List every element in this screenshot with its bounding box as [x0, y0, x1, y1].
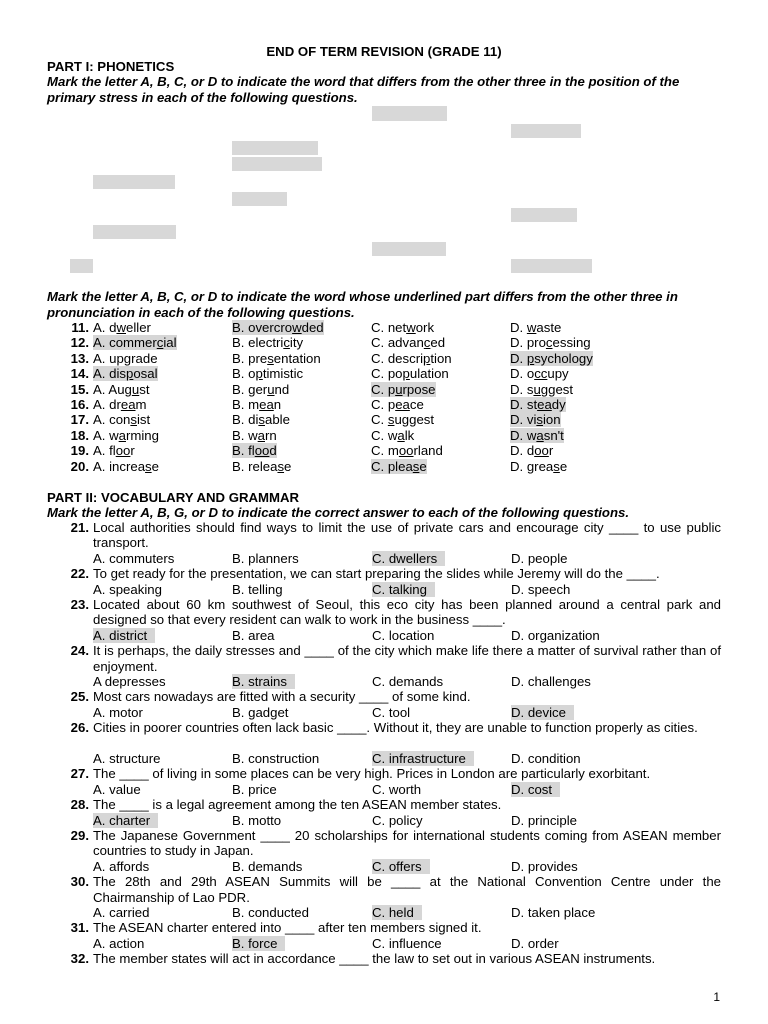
question-text: Located about 60 km southwest of Seoul, this eco city has been planned around a central park and designed so that every resident can walk to work in the business ____. [93, 597, 721, 628]
question-number: 20. [70, 458, 89, 474]
answer-option-a: A. commercial [93, 335, 177, 351]
answer-option-a: A. August [93, 381, 150, 397]
answer-option: D. challenges [511, 674, 591, 689]
answer-option-b: B. electricity [232, 335, 304, 351]
pronunciation-row [47, 320, 727, 335]
answer-option-d: D. vision [510, 412, 561, 428]
question-item [47, 920, 721, 935]
question-number: 17. [70, 412, 89, 428]
answer-option-d: D. waste [510, 320, 562, 335]
underlined-letters: a [397, 427, 405, 443]
question-number: 31. [70, 920, 89, 936]
answer-option: B. planners [232, 550, 299, 566]
answer-option: B. force [232, 936, 285, 951]
answer-option: A depresses [93, 674, 166, 689]
answer-option-d: D. wasn't [510, 427, 564, 443]
answer-option: A. value [93, 781, 141, 797]
question-item [47, 797, 721, 812]
question-item [47, 828, 721, 859]
answer-option-b: B. presentation [232, 350, 321, 366]
underlined-letters: s [145, 458, 152, 474]
underlined-letters: ea [537, 397, 552, 412]
answer-option: D. principle [511, 812, 577, 828]
question-text: Local authorities should find ways to limit the use of private cars and encourage city ____ to use public transport. [93, 520, 721, 551]
redacted-block [232, 192, 287, 206]
underlined-letters: u [131, 381, 140, 397]
answer-option-b: B. gerund [232, 381, 290, 397]
answer-option: B. demands [232, 858, 303, 874]
pronunciation-row [47, 351, 727, 366]
underlined-letters: cc [534, 366, 548, 382]
answer-option-b: B. overcrowded [232, 320, 324, 335]
answer-option: C. demands [372, 674, 444, 689]
answer-option-d: D. suggest [510, 381, 574, 397]
question-text: Cities in poorer countries often lack basic ____. Without it, they are unable to function properly as cities. [93, 720, 698, 736]
underlined-letters: s [277, 458, 285, 474]
answer-option: D. device [511, 705, 574, 720]
pronunciation-row [47, 335, 727, 350]
redacted-block [511, 259, 592, 273]
answer-option-d: D. psychology [510, 350, 593, 366]
answer-option: B. price [232, 781, 277, 797]
answer-option-b: B. optimistic [232, 366, 304, 382]
pronunciation-row [47, 382, 727, 397]
question-text: The member states will act in accordance ____ the law to set out in various ASEAN instruments. [93, 951, 656, 967]
answer-option-b: B. release [232, 458, 292, 474]
underlined-letters: s [536, 412, 543, 428]
answer-option: B. area [232, 627, 275, 643]
underlined-letters: oo [254, 443, 270, 459]
underlined-letters: u [395, 381, 403, 397]
pronunciation-row [47, 366, 727, 381]
underlined-letters: a [257, 427, 265, 443]
underlined-letters: w [526, 320, 537, 335]
answer-option-a: A. consist [93, 412, 151, 428]
question-number: 32. [70, 951, 89, 967]
question-item [47, 520, 721, 551]
question-text: The ____ of living in some places can be very high. Prices in London are particularly exorbitant. [93, 766, 651, 782]
answer-option-a: A. dream [93, 397, 147, 412]
answer-option-d: D. door [510, 443, 554, 459]
answer-option: D. speech [511, 581, 571, 597]
question-number: 25. [70, 689, 89, 705]
answer-option: D. organization [511, 627, 600, 643]
answer-option: A. affords [93, 858, 150, 874]
redacted-block [93, 175, 175, 189]
question-number: 26. [70, 720, 89, 736]
pronunciation-row [47, 459, 727, 474]
answer-option-b: B. disable [232, 412, 290, 428]
question-item [47, 566, 721, 581]
answer-option: C. influence [372, 935, 442, 951]
answer-option-c: C. suggest [371, 412, 435, 428]
question-text: Most cars nowadays are fitted with a security ____ of some kind. [93, 689, 471, 705]
underlined-letters: c [423, 335, 431, 351]
underlined-letters: u [533, 381, 541, 397]
answer-option-c: C. moorland [371, 443, 443, 459]
answer-option: A. action [93, 935, 145, 951]
question-number: 27. [70, 766, 89, 782]
question-number: 13. [70, 350, 89, 366]
underlined-letters: ea [259, 397, 274, 412]
answer-option: D. order [511, 935, 559, 951]
question-text: The 28th and 29th ASEAN Summits will be ____ at the National Convention Centre under the Chairmanship of Lao PDR. [93, 874, 721, 905]
question-item [47, 874, 721, 905]
question-item [47, 597, 721, 628]
redacted-block [93, 225, 176, 239]
underlined-letters: p [125, 366, 134, 382]
answer-option-d: D. processing [510, 335, 591, 351]
answer-option-c: C. description [371, 350, 452, 366]
underlined-letters: c [156, 335, 164, 351]
page-number: 1 [713, 990, 720, 1004]
question-text: It is perhaps, the daily stresses and ____ of the city which make life there a matter of survival rather than of enjoyment. [93, 643, 721, 674]
answer-option: D. cost [511, 782, 560, 797]
question-number: 29. [70, 828, 89, 843]
question-number: 14. [70, 366, 89, 382]
answer-option: A. carried [93, 905, 150, 920]
underlined-letters: w [406, 320, 416, 335]
underlined-letters: w [116, 320, 126, 335]
answer-option: C. dwellers [372, 551, 445, 566]
answer-option: B. motto [232, 812, 282, 828]
answer-option: C. held [372, 905, 422, 920]
answer-option: B. construction [232, 751, 320, 766]
redacted-block [70, 259, 93, 273]
part1-stress-instructions: Mark the letter A, B, C, or D to indicate the word that differs from the other three in the position of the primary stress in each of the following questions. [47, 74, 680, 105]
question-item [47, 951, 721, 966]
answer-option: D. taken place [511, 905, 596, 920]
answer-option: A. district [93, 628, 155, 643]
question-number: 21. [70, 520, 89, 535]
redacted-block [232, 141, 318, 155]
answer-option: C. worth [372, 781, 422, 797]
answer-option-a: A. warming [93, 427, 159, 443]
answer-option: C. talking [372, 582, 435, 597]
answer-option: A. structure [93, 751, 161, 766]
question-item [47, 720, 721, 735]
pronunciation-row [47, 397, 727, 412]
underlined-letters: s [553, 458, 560, 474]
answer-option-c: C. purpose [371, 381, 436, 397]
answer-option: C. policy [372, 812, 423, 828]
question-number: 19. [70, 443, 89, 459]
answer-option-b: B. warn [232, 427, 277, 443]
answer-option: C. location [372, 627, 435, 643]
answer-option-a: A. floor [93, 443, 135, 459]
question-number: 22. [70, 566, 89, 582]
underlined-letters: p [526, 350, 535, 366]
question-number: 28. [70, 797, 89, 813]
redacted-block [372, 242, 446, 256]
answer-option-a: A. upgrade [93, 350, 158, 366]
answer-option-d: D. steady [510, 397, 566, 412]
answer-option-a: A. dweller [93, 320, 151, 335]
answer-option-a: A. increase [93, 458, 159, 474]
question-number: 23. [70, 597, 89, 612]
underlined-letters: s [267, 350, 274, 366]
question-number: 30. [70, 874, 89, 890]
underlined-letters: oo [534, 443, 549, 459]
answer-option-c: C. advanced [371, 335, 446, 351]
underlined-letters: p [402, 366, 410, 382]
underlined-letters: oo [115, 443, 131, 459]
pronunciation-row [47, 428, 727, 443]
underlined-letters: g [123, 350, 132, 366]
answer-option: C. offers [372, 859, 430, 874]
underlined-letters: a [118, 427, 126, 443]
question-number: 18. [70, 427, 89, 443]
answer-option-b: B. mean [232, 397, 282, 412]
part2-heading: PART II: VOCABULARY AND GRAMMAR [47, 490, 300, 505]
part1-pronunciation-instructions: Mark the letter A, B, C, or D to indicate the word whose underlined part differs from the other three in pronunciation in each of the following questions. [47, 289, 678, 320]
answer-option-b: B. flood [232, 443, 277, 459]
answer-option: D. provides [511, 858, 578, 874]
answer-option: B. gadget [232, 704, 289, 720]
underlined-letters: a [536, 427, 544, 443]
question-number: 15. [70, 381, 89, 397]
answer-option-c: C. network [371, 320, 435, 335]
question-item [47, 689, 721, 704]
question-number: 16. [70, 397, 89, 412]
underlined-letters: w [292, 320, 302, 335]
answer-option: A. motor [93, 704, 143, 720]
answer-option: D. condition [511, 751, 581, 766]
part2-instructions: Mark the letter A, B, G, or D to indicate the correct answer to each of the following questions. [47, 505, 630, 520]
underlined-letters: s [412, 458, 420, 474]
answer-option: A. charter [93, 813, 158, 828]
answer-option-c: C. population [371, 366, 449, 382]
question-number: 12. [70, 335, 89, 351]
underlined-letters: c [283, 335, 290, 351]
underlined-letters: ea [395, 397, 410, 412]
answer-option-d: D. occupy [510, 366, 569, 382]
answer-option: B. strains [232, 674, 295, 689]
redacted-block [372, 106, 447, 121]
question-number: 11. [71, 320, 89, 335]
page-title: END OF TERM REVISION (GRADE 11) [266, 44, 502, 59]
question-text: To get ready for the presentation, we can start preparing the slides while Jeremy will do the ____. [93, 566, 660, 582]
answer-option: D. people [511, 550, 568, 566]
answer-option: C. infrastructure [372, 751, 474, 766]
question-text: The ASEAN charter entered into ____ after ten members signed it. [93, 920, 482, 936]
answer-option-c: C. please [371, 458, 427, 474]
answer-option: C. tool [372, 704, 411, 720]
answer-option: B. telling [232, 581, 283, 597]
answer-option: A. speaking [93, 581, 162, 597]
answer-option: B. conducted [232, 905, 309, 920]
underlined-letters: p [423, 350, 431, 366]
underlined-letters: oo [398, 443, 414, 459]
underlined-letters: c [545, 335, 553, 351]
underlined-letters: s [387, 412, 395, 428]
redacted-block [511, 208, 577, 222]
pronunciation-row [47, 412, 727, 427]
underlined-letters: p [255, 366, 263, 382]
part1-heading: PART I: PHONETICS [47, 59, 175, 74]
question-text: The Japanese Government ____ 20 scholarships for international students coming from ASEAN member countries to study in Japan. [93, 828, 721, 859]
underlined-letters: s [130, 412, 137, 428]
answer-option-c: C. peace [371, 397, 424, 412]
question-item [47, 766, 721, 781]
answer-option-a: A. disposal [93, 366, 158, 382]
underlined-letters: ea [120, 397, 136, 412]
underlined-letters: s [258, 412, 265, 428]
question-text: The ____ is a legal agreement among the ten ASEAN member states. [93, 797, 502, 813]
answer-option-c: C. walk [371, 427, 415, 443]
question-number: 24. [70, 643, 89, 659]
redacted-block [511, 124, 581, 138]
underlined-letters: u [267, 381, 275, 397]
pronunciation-row [47, 443, 727, 458]
answer-option: A. commuters [93, 550, 175, 566]
redacted-block [232, 157, 322, 171]
answer-option-d: D. grease [510, 458, 568, 474]
question-item [47, 643, 721, 674]
